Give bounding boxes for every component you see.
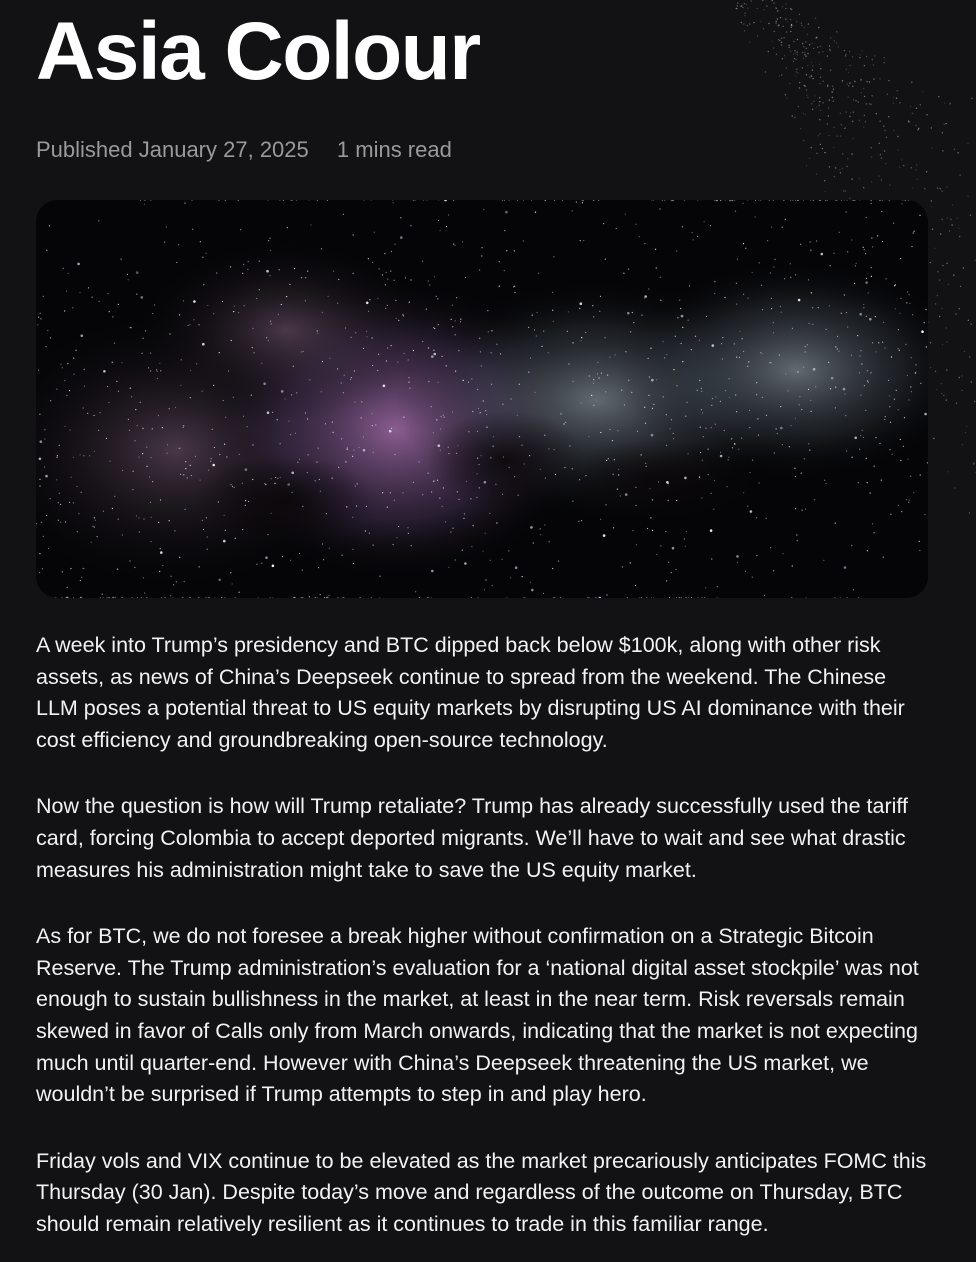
hero-image-milky-way bbox=[36, 200, 928, 598]
read-time: 1 mins read bbox=[336, 137, 452, 162]
paragraph-3: As for BTC, we do not foresee a break higher without confirmation on a Strategic Bitcoin Reserve. The Trump administration’s evaluation for a ‘national digital asset stockpile’ was not enough to sustain bullishness in the market, at least in the near term. Risk reversals remain skewed in favor of Calls only from March onwards, indicating that the market is not expecting much until quarter-end. However with China’s Deepseek threatening the US market, we wouldn’t be surprised if Trump attempts to step in and play hero. bbox=[36, 924, 919, 1107]
published-date: Published January 27, 2025 bbox=[36, 137, 309, 162]
paragraph-2: Now the question is how will Trump retaliate? Trump has already successfully used the tariff card, forcing Colombia to accept deported migrants. We’ll have to wait and see what drastic measures his administration might take to save the US equity market. bbox=[36, 794, 908, 882]
article-body bbox=[36, 630, 931, 1262]
article-title: Asia Colour bbox=[36, 6, 480, 97]
paragraph-1: A week into Trump’s presidency and BTC dipped back below $100k, along with other risk assets, as news of China’s Deepseek continue to spread from the weekend. The Chinese LLM poses a potential threat to US equity markets by disrupting US AI dominance with their cost efficiency and groundbreaking open-source technology. bbox=[36, 633, 905, 752]
article-meta bbox=[36, 136, 452, 164]
paragraph-4: Friday vols and VIX continue to be elevated as the market precariously anticipates FOMC this Thursday (30 Jan). Despite today’s move and regardless of the outcome on Thursday, BTC should remain relatively resilient as it continues to trade in this familiar range. bbox=[36, 1148, 927, 1236]
